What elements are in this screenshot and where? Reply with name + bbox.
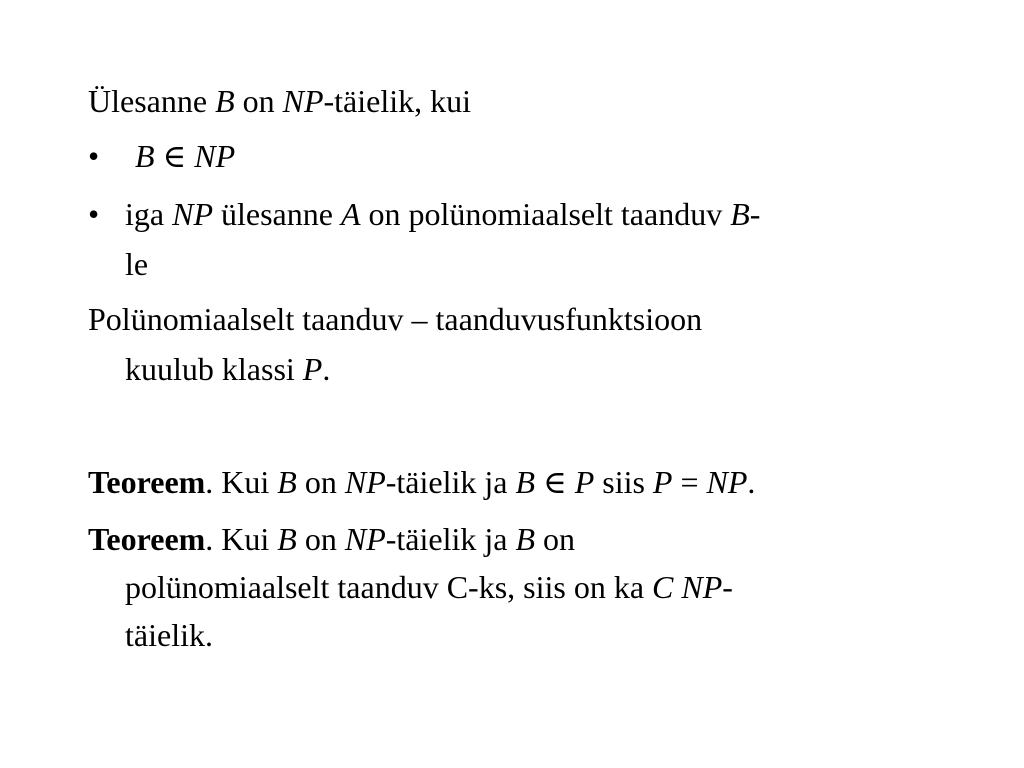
theorem-1 [88,461,755,503]
bullet-2-text: on polünomiaalselt taanduv [360,196,731,232]
theorem-text: on [296,521,345,557]
element-of-symbol: ∈ [154,138,195,174]
equals-symbol: = [672,464,707,500]
bullet-1 [135,135,235,177]
var-p: P [302,351,323,387]
intro-text: Ülesanne [88,83,216,119]
theorem-text: on [535,521,575,557]
bullet-2-text: iga [125,196,173,232]
theorem-text: siis [594,464,653,500]
var-b: B [277,464,297,500]
var-np: NP [681,569,723,605]
var-np: NP [344,521,386,557]
var-p: P [652,464,673,500]
definition-text: kuulub klassi [125,351,303,387]
var-b: B [730,196,750,232]
definition-text: . [322,351,331,387]
theorem-label: Teoreem [88,464,206,500]
var-b: B [215,83,235,119]
var-np: NP [344,464,386,500]
theorem-text: on [296,464,345,500]
theorem-text: . Kui [205,464,278,500]
var-c: C [652,569,674,605]
theorem-label: Teoreem [88,521,206,557]
theorem-text: . [747,464,756,500]
bullet-2-text: ülesanne [212,196,341,232]
definition-line-1: Polünomiaalselt taanduv – taanduvusfunktsioon [88,301,703,337]
bullet-2-line-1 [125,193,760,235]
var-b: B [135,138,155,174]
var-np: NP [194,138,236,174]
theorem-text: -täielik ja [385,521,516,557]
definition-line-2 [125,348,330,390]
bullet-2-text: - [749,196,761,232]
bullet-2-line-2: le [125,246,149,282]
theorem-text: . Kui [205,521,278,557]
theorem-2-line-2 [125,566,733,608]
var-a: A [340,196,361,232]
intro-line [88,80,471,122]
intro-text: on [234,83,283,119]
var-np: NP [282,83,324,119]
element-of-symbol: ∈ [535,464,575,500]
intro-text: -täielik, kui [323,83,472,119]
theorem-text: polünomiaalselt taanduv C-ks, siis on ka [125,569,653,605]
bullet-marker: • [88,138,100,174]
theorem-2-line-3: täielik. [125,617,213,653]
var-np: NP [706,464,748,500]
var-np: NP [172,196,213,232]
var-b: B [277,521,297,557]
theorem-2-line-1 [88,518,575,560]
var-b: B [515,521,535,557]
var-b: B [515,464,535,500]
theorem-text: -täielik ja [385,464,516,500]
theorem-text: - [722,569,733,605]
var-p: P [574,464,595,500]
bullet-marker: • [88,196,100,232]
